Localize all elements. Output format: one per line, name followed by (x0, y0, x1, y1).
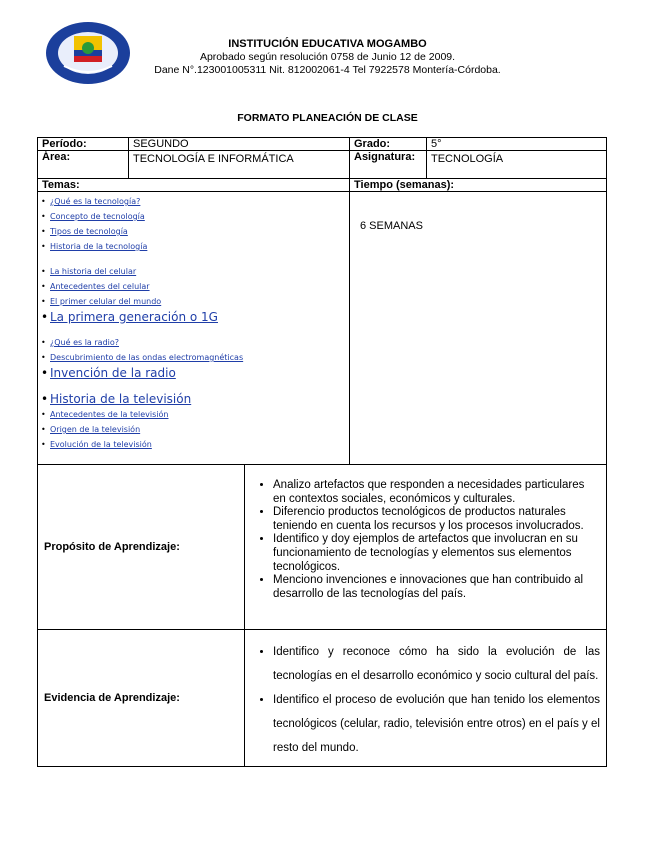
area-label: Área: (38, 151, 129, 179)
topic-link[interactable]: • Origen de la televisión (41, 422, 346, 437)
topic-link[interactable]: • La primera generación o 1G (41, 309, 346, 325)
topic-link[interactable]: • Evolución de la televisión (41, 437, 346, 452)
purpose-list (251, 479, 590, 601)
evidence-item: • Identifico y reconoce cómo ha sido la evolución de las tecnologías en el desarrollo económico y socio cultural del país. (273, 640, 600, 688)
topic-link[interactable]: • Invención de la radio (41, 365, 346, 381)
evidence-label: Evidencia de Aprendizaje: (38, 630, 245, 767)
institution-header (130, 38, 525, 77)
topic-link[interactable]: • Tipos de tecnología (41, 224, 346, 239)
topic-link[interactable]: • Historia de la televisión (41, 391, 346, 407)
purpose-item: • Menciono invenciones e innovaciones que han contribuido al desarrollo de las tecnologías del país. (273, 574, 590, 601)
planning-table (37, 137, 607, 767)
evidence-item: • Identifico el proceso de evolución que han tenido los elementos tecnológicos (celular, radio, televisión entre otros) en el país y el resto del mundo. (273, 688, 600, 760)
topic-link[interactable]: • ¿Qué es la radio? (41, 335, 346, 350)
grado-label: Grado: (350, 138, 427, 151)
purpose-item: • Analizo artefactos que responden a necesidades particulares en contextos sociales, económicos y culturales. (273, 479, 590, 506)
topics-list (41, 194, 346, 452)
periodo-value: SEGUNDO (129, 138, 350, 151)
tiempo-label: Tiempo (semanas): (350, 179, 607, 192)
evidence-cell (245, 630, 607, 767)
asignatura-value: TECNOLOGÍA (427, 151, 607, 179)
purpose-cell (245, 465, 607, 630)
purpose-item: • Diferencio productos tecnológicos de productos naturales teniendo en cuenta los recursos y los procesos involucrados. (273, 506, 590, 533)
topic-link[interactable]: • Historia de la tecnología (41, 239, 346, 254)
temas-label: Temas: (38, 179, 350, 192)
contact-line: Dane N°.123001005311 Nit. 812002061-4 Tel 7922578 Montería-Córdoba. (154, 64, 501, 76)
topic-link[interactable]: • La historia del celular (41, 264, 346, 279)
area-value: TECNOLOGÍA E INFORMÁTICA (129, 151, 350, 179)
resolution-line: Aprobado según resolución 0758 de Junio 12 de 2009. (199, 51, 456, 63)
asignatura-label: Asignatura: (350, 151, 427, 179)
periodo-label: Período: (38, 138, 129, 151)
grado-value: 5° (427, 138, 607, 151)
evidence-list (251, 640, 600, 760)
tiempo-value: 6 SEMANAS (350, 192, 607, 465)
topic-link[interactable]: • Concepto de tecnología (41, 209, 346, 224)
topic-link[interactable]: • Descubrimiento de las ondas electromagnéticas (41, 350, 346, 365)
topic-link[interactable]: • Antecedentes del celular (41, 279, 346, 294)
topic-link[interactable]: • El primer celular del mundo (41, 294, 346, 309)
topic-link[interactable]: • ¿Qué es la tecnología? (41, 194, 346, 209)
topic-link[interactable]: • Antecedentes de la televisión (41, 407, 346, 422)
purpose-label: Propósito de Aprendizaje: (38, 465, 245, 630)
institution-name: INSTITUCIÓN EDUCATIVA MOGAMBO (228, 38, 427, 50)
topics-cell (38, 192, 350, 465)
school-logo (44, 20, 132, 86)
purpose-item: • Identifico y doy ejemplos de artefactos que involucran en su funcionamiento de tecnologías y elementos sus elementos tecnológicos. (273, 533, 590, 574)
document-title: FORMATO PLANEACIÓN DE CLASE (237, 112, 418, 124)
